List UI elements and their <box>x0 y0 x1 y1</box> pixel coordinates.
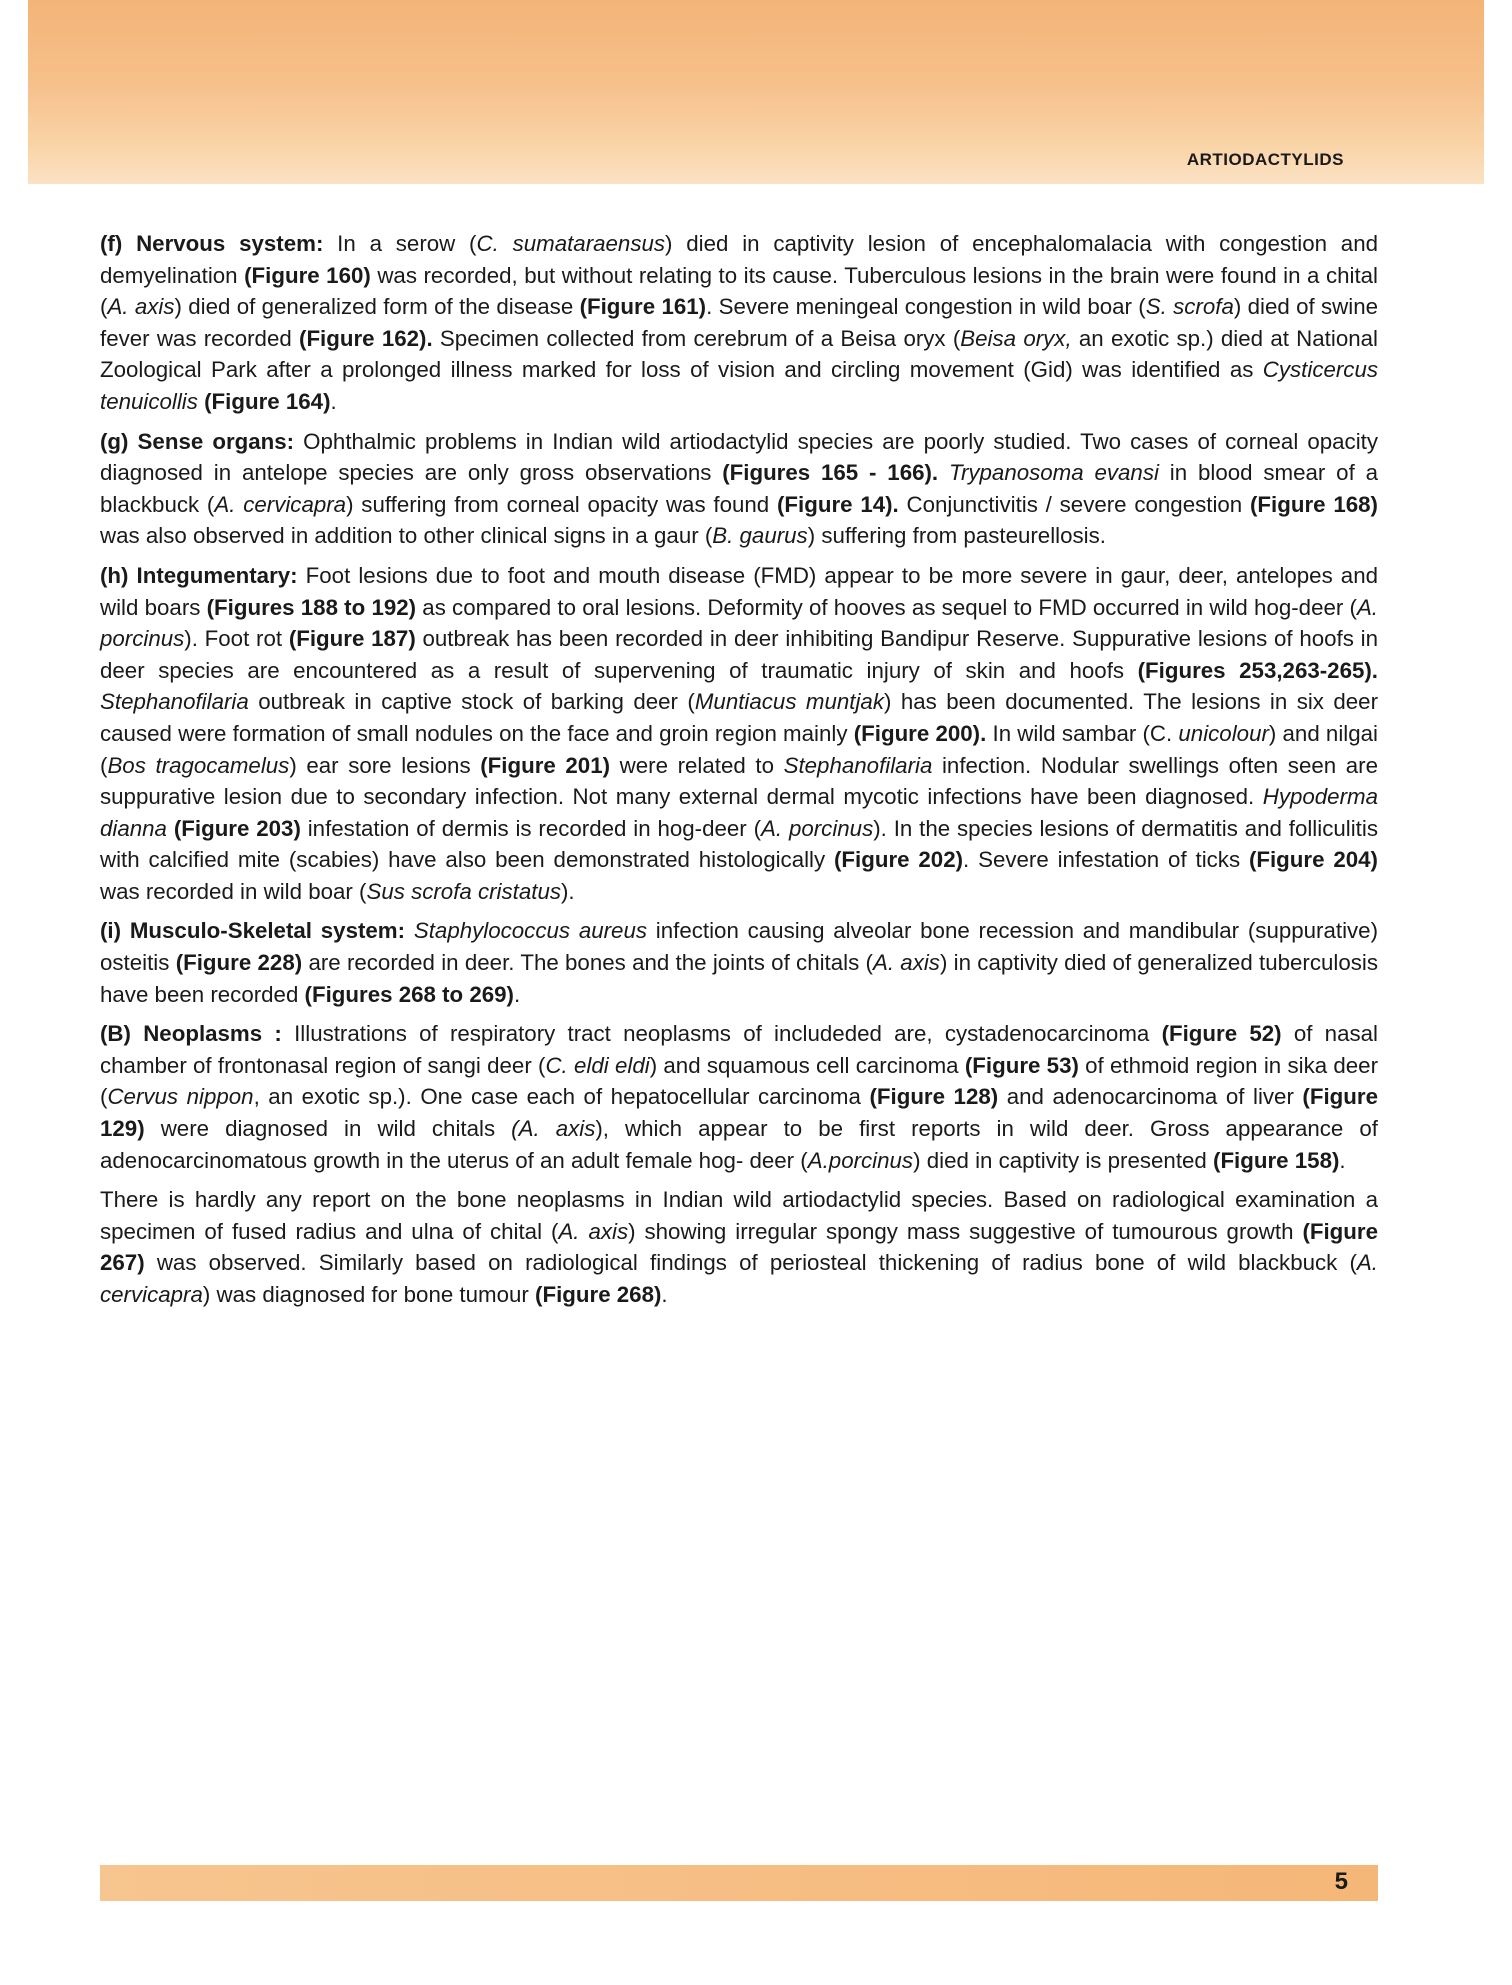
italic-text: unicolour <box>1178 720 1269 746</box>
text-run: was recorded, but without relating to its cause. Tuberculous lesions in the brain were found in a chital ( <box>100 262 1378 320</box>
bold-text: (Figure 187) <box>288 626 416 652</box>
running-title: ARTIODACTYLIDS <box>1186 150 1344 169</box>
text-run: ) showing irregular spongy mass suggestive of tumourous growth <box>628 1218 1303 1244</box>
italic-text: S. scrofa <box>1145 294 1234 320</box>
text-run: ) died in captivity lesion of encephalomalacia with congestion and demyelination <box>100 231 1378 288</box>
bold-text: (Figure 53) <box>964 1052 1079 1078</box>
italic-text: C. eldi eldi <box>545 1052 650 1078</box>
bold-text: (Figure 204) <box>1248 847 1378 873</box>
bold-text: (Figure 129) <box>100 1084 1378 1142</box>
paragraph-bone-neoplasms <box>100 1184 1378 1310</box>
bold-text: (B) Neoplasms : <box>100 1021 282 1047</box>
body-text <box>100 228 1378 1319</box>
text-run: ) and squamous cell carcinoma <box>649 1052 965 1078</box>
text-run: ). <box>561 878 575 904</box>
text-run: ), which appear to be first reports in wild deer. Gross appearance of adenocarcinomatous growth in the uterus of an adult female hog- deer ( <box>100 1116 1378 1173</box>
text-run: infection. Nodular swellings often seen are suppurative lesion due to secondary infection. Not many external dermal mycotic infections have been diagnosed. <box>100 752 1378 810</box>
text-run: in blood smear of a blackbuck ( <box>100 460 1379 517</box>
italic-text: B. gaurus <box>712 523 808 549</box>
italic-text: A. porcinus <box>100 594 1379 652</box>
bold-text: (Figure 158) <box>1213 1147 1340 1173</box>
text-run: outbreak has been recorded in deer inhibiting Bandipur Reserve. Suppurative lesions of hoofs in deer species are encountered as a result of supervening of traumatic injury of skin and hoofs <box>100 626 1378 683</box>
text-run: . Severe meningeal congestion in wild boar ( <box>706 294 1146 320</box>
text-run: Conjunctivitis / severe congestion <box>898 491 1250 517</box>
bold-text: (f) Nervous system: <box>100 231 324 256</box>
italic-text: A. cervicapra <box>100 1250 1378 1307</box>
text-run <box>938 460 949 485</box>
text-run: Specimen collected from cerebrum of a Beisa oryx ( <box>432 325 961 351</box>
text-run: ) died of swine fever was recorded <box>100 294 1378 351</box>
text-run: In a serow ( <box>323 231 477 256</box>
italic-text: Cysticercus tenuicollis <box>100 357 1378 414</box>
text-run: infection causing alveolar bone recession and mandibular (suppurative) osteitis <box>100 918 1378 976</box>
text-run: ) has been documented. The lesions in six deer caused were formation of small nodules on the face and groin region mainly <box>100 689 1379 746</box>
italic-text: C. sumataraensus <box>476 231 666 256</box>
italic-text: Stephanofilaria <box>783 752 933 778</box>
bold-text: (Figure 162). <box>299 325 433 351</box>
italic-text: A. axis <box>558 1218 629 1244</box>
italic-text: A.porcinus <box>807 1147 914 1173</box>
bold-text: (h) Integumentary: <box>100 562 298 588</box>
text-run: There is hardly any report on the bone neoplasms in Indian wild artiodactylid species. Based on radiological examination a specimen of fused radius and ulna of chital ( <box>100 1187 1378 1244</box>
text-run: . <box>661 1282 668 1307</box>
text-run: an exotic sp.) died at National Zoological Park after a prolonged illness marked for loss of vision and circling movement (Gid) was identified as <box>100 325 1378 383</box>
bold-text: (Figure 201) <box>480 752 611 778</box>
paragraph-integumentary <box>100 560 1378 908</box>
bold-text: (Figure 228) <box>175 950 303 976</box>
italic-text: Cervus nippon <box>107 1084 254 1110</box>
bold-text: (Figures 165 - 166). <box>722 460 939 486</box>
text-run: . <box>1339 1147 1346 1173</box>
text-run: ) and nilgai ( <box>100 720 1378 778</box>
text-run: ). Foot rot <box>184 626 289 652</box>
text-run: of ethmoid region in sika deer ( <box>100 1052 1379 1110</box>
text-run: Foot lesions due to foot and mouth disease (FMD) appear to be more severe in gaur, deer, antelopes and wild boars <box>100 562 1378 620</box>
text-run: was recorded in wild boar ( <box>100 878 367 904</box>
italic-text: Beisa oryx, <box>960 325 1072 351</box>
bold-text: (Figures 188 to 192) <box>206 594 417 620</box>
italic-text: Trypanosoma evansi <box>948 460 1159 486</box>
italic-text: (A. axis <box>511 1116 596 1142</box>
text-run: was also observed in addition to other clinical signs in a gaur ( <box>100 523 713 549</box>
italic-text: Staphylococcus aureus <box>413 918 647 944</box>
header-band <box>28 0 1484 184</box>
text-run: , an exotic sp.). One case each of hepatocellular carcinoma <box>253 1084 870 1110</box>
text-run: ) was diagnosed for bone tumour <box>202 1282 536 1307</box>
text-run: Ophthalmic problems in Indian wild artiodactylid species are poorly studied. Two cases of corneal opacity diagnosed in antelope species are only gross observations <box>100 428 1378 486</box>
bold-text: (Figure 203) <box>173 815 301 841</box>
text-run: ) died in captivity is presented <box>913 1147 1214 1173</box>
bold-text: (Figures 268 to 269) <box>304 981 514 1007</box>
bold-text: (i) Musculo-Skeletal system: <box>100 918 406 944</box>
bold-text: (Figure 267) <box>100 1218 1378 1276</box>
text-run: were related to <box>610 752 784 778</box>
paragraph-sense-organs <box>100 426 1378 552</box>
text-run: outbreak in captive stock of barking deer ( <box>248 689 695 715</box>
text-run <box>167 816 174 841</box>
bold-text: (Figure 164) <box>204 388 331 414</box>
italic-text: A. axis <box>107 294 175 320</box>
text-run: ). In the species lesions of dermatitis and folliculitis with calcified mite (scabies) have also been demonstrated histologically <box>100 815 1378 873</box>
paragraph-musculo-skeletal <box>100 915 1378 1010</box>
italic-text: Hypoderma dianna <box>100 784 1378 841</box>
bold-text: (Figure 168) <box>1250 491 1378 517</box>
bold-text: (Figure 161) <box>579 294 707 320</box>
text-run: . <box>513 981 521 1007</box>
italic-text: A. axis <box>872 950 940 976</box>
bold-text: (Figure 268) <box>535 1282 662 1307</box>
bold-text: (Figure 202) <box>834 847 964 873</box>
text-run: In wild sambar (C. <box>986 720 1179 746</box>
italic-text: A. porcinus <box>761 815 874 841</box>
bold-text: (Figures 253,263-265). <box>1137 657 1378 683</box>
text-run: were diagnosed in wild chitals <box>144 1116 512 1142</box>
paragraph-nervous-system <box>100 228 1378 418</box>
text-run: ) died of generalized form of the disease <box>174 294 580 320</box>
italic-text: Muntiacus muntjak <box>694 689 884 715</box>
bold-text: (Figure 200). <box>853 720 987 746</box>
bold-text: (Figure 128) <box>869 1084 999 1110</box>
bold-text: (g) Sense organs: <box>100 428 295 454</box>
text-run: and adenocarcinoma of liver <box>998 1084 1303 1110</box>
text-run: ) in captivity died of generalized tuberculosis have been recorded <box>100 950 1378 1007</box>
text-run: infestation of dermis is recorded in hog-deer ( <box>300 815 762 841</box>
italic-text: Sus scrofa cristatus <box>366 878 561 904</box>
text-run: Illustrations of respiratory tract neoplasms of includeded are, cystadenocarcinoma <box>281 1021 1162 1047</box>
bold-text: (Figure 52) <box>1161 1021 1282 1047</box>
page-number: 5 <box>1334 1868 1348 1895</box>
text-run: . <box>330 388 337 414</box>
text-run: as compared to oral lesions. Deformity of hooves as sequel to FMD occurred in wild hog-deer ( <box>416 594 1357 620</box>
text-run: of nasal chamber of frontonasal region of sangi deer ( <box>100 1021 1378 1078</box>
italic-text: A. cervicapra <box>214 491 347 517</box>
footer-band <box>100 1865 1378 1901</box>
text-run: was observed. Similarly based on radiological findings of periosteal thickening of radius bone of wild blackbuck ( <box>144 1250 1357 1276</box>
text-run: ) ear sore lesions <box>289 752 481 778</box>
italic-text: Bos tragocamelus <box>107 752 290 778</box>
bold-text: (Figure 14). <box>776 491 899 517</box>
paragraph-neoplasms <box>100 1018 1378 1176</box>
text-run: ) suffering from corneal opacity was found <box>346 491 777 517</box>
italic-text: Stephanofilaria <box>100 689 249 715</box>
text-run: ) suffering from pasteurellosis. <box>807 523 1106 549</box>
text-run: are recorded in deer. The bones and the joints of chitals ( <box>302 950 873 976</box>
text-run: . Severe infestation of ticks <box>963 847 1249 873</box>
text-run <box>405 918 414 943</box>
bold-text: (Figure 160) <box>244 262 371 288</box>
